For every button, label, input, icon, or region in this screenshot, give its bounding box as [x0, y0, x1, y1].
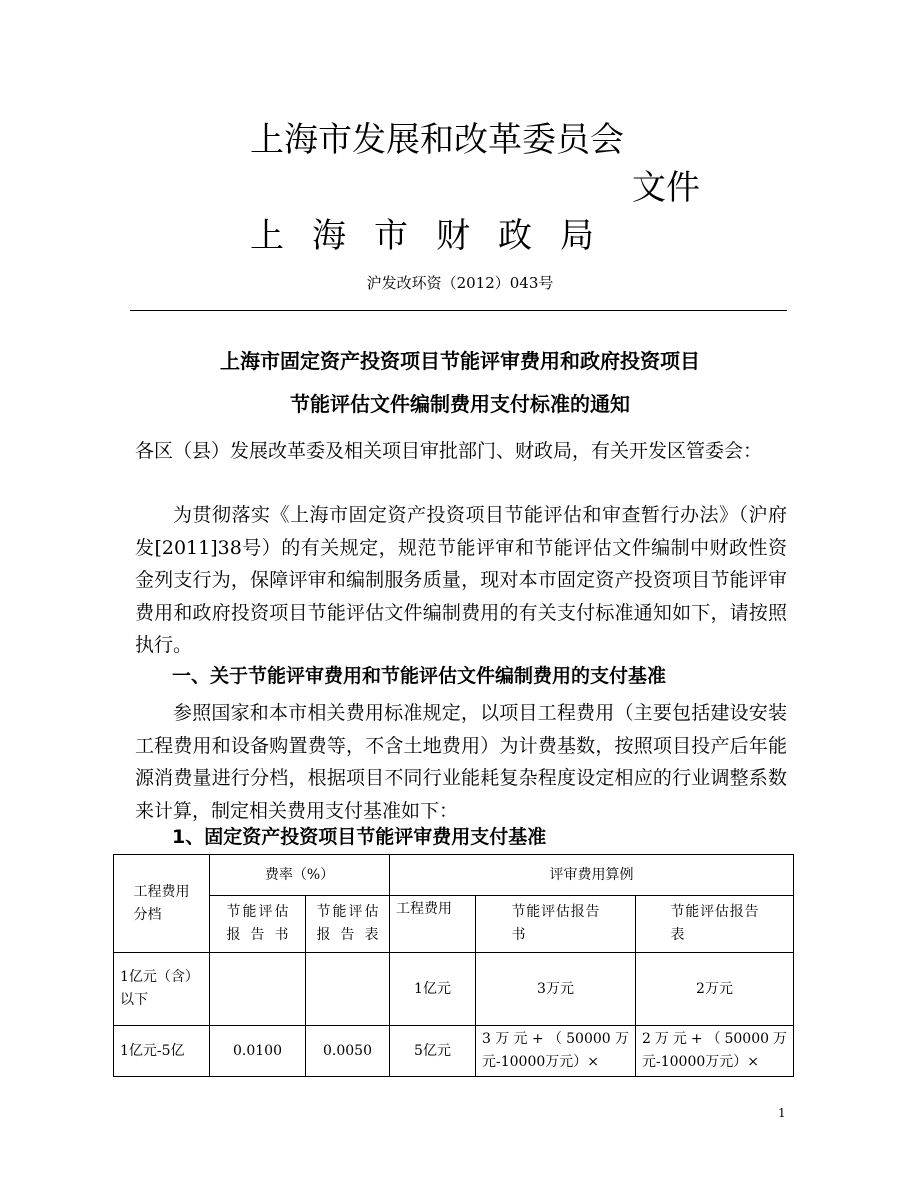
- header-divider: [130, 310, 787, 311]
- addressee: 各区（县）发展改革委及相关项目审批部门、财政局，有关开发区管委会：: [135, 440, 763, 462]
- cell-example-book: 3万元: [476, 953, 636, 1026]
- header-cell-tier: 工程费用分档: [114, 855, 210, 953]
- section-heading-1: 一、关于节能评审费用和节能评估文件编制费用的支付基准: [172, 665, 667, 687]
- notice-title-line2: 节能评估文件编制费用支付标准的通知: [290, 392, 630, 416]
- cell-rate-book: [210, 953, 306, 1026]
- notice-title-line1: 上海市固定资产投资项目节能评审费用和政府投资项目: [220, 349, 700, 373]
- cell-rate-form: [306, 953, 390, 1026]
- header-cell-rate-book: 节能评估报告书: [210, 896, 306, 953]
- issuer-char: 市: [374, 216, 408, 256]
- cell-cost: 1亿元: [390, 953, 476, 1026]
- cell-example-book: 3万元+（50000万元-10000万元）×: [476, 1026, 636, 1077]
- header-cell-example: 评审费用算例: [390, 855, 794, 896]
- header-cell-rate-form: 节能评估报告表: [306, 896, 390, 953]
- page-number: 1: [778, 1106, 786, 1120]
- header-cell-example-form: 节能评估报告表: [636, 896, 794, 953]
- cell-example-form: 2万元+（50000万元-10000万元）×: [636, 1026, 794, 1077]
- review-fee-table: [113, 854, 794, 1077]
- cell-rate-book: 0.0100: [210, 1026, 306, 1077]
- header-cell-example-book: 节能评估报告书: [476, 896, 636, 953]
- issuer-char: 财: [436, 216, 470, 256]
- document-number: 沪发改环资（2012）043号: [366, 274, 554, 292]
- cell-tier: 1亿元（含）以下: [114, 953, 210, 1026]
- table-row: [114, 953, 794, 1026]
- intro-paragraph: 为贯彻落实《上海市固定资产投资项目节能评估和审查暂行办法》（沪府发[2011]38号）的有关规定，规范节能评审和节能评估文件编制中财政性资金列支行为，保障评审和编制服务质量，现对本市固定资产投资项目节能评审费用和政府投资项目节能评估文件编制费用的有关支付标准通知如下，请按照执行。: [135, 504, 787, 656]
- table-row: [114, 1026, 794, 1077]
- document-label: 文件: [632, 168, 700, 208]
- issuer-name-finance: [250, 208, 622, 257]
- cell-example-form: 2万元: [636, 953, 794, 1026]
- cell-tier: 1亿元-5亿: [114, 1026, 210, 1077]
- subheading-review-fee: 1、固定资产投资项目节能评审费用支付基准: [172, 826, 547, 848]
- cell-rate-form: 0.0050: [306, 1026, 390, 1077]
- issuer-char: 上: [250, 216, 284, 256]
- header-cell-cost: 工程费用: [390, 896, 476, 953]
- basis-paragraph: 参照国家和本市相关费用标准规定，以项目工程费用（主要包括建设安装工程费用和设备购置费等，不含土地费用）为计费基数，按照项目投产后年能源消费量进行分档，根据项目不同行业能耗复杂程度设定相应的行业调整系数来计算，制定相关费用支付基准如下：: [135, 702, 787, 822]
- cell-cost: 5亿元: [390, 1026, 476, 1077]
- issuer-char: 局: [560, 216, 594, 256]
- header-cell-rate: 费率（%）: [210, 855, 390, 896]
- issuer-char: 海: [312, 216, 346, 256]
- issuer-name-ndrc: 上海市发展和改革委员会: [250, 120, 624, 160]
- issuer-char: 政: [498, 216, 532, 256]
